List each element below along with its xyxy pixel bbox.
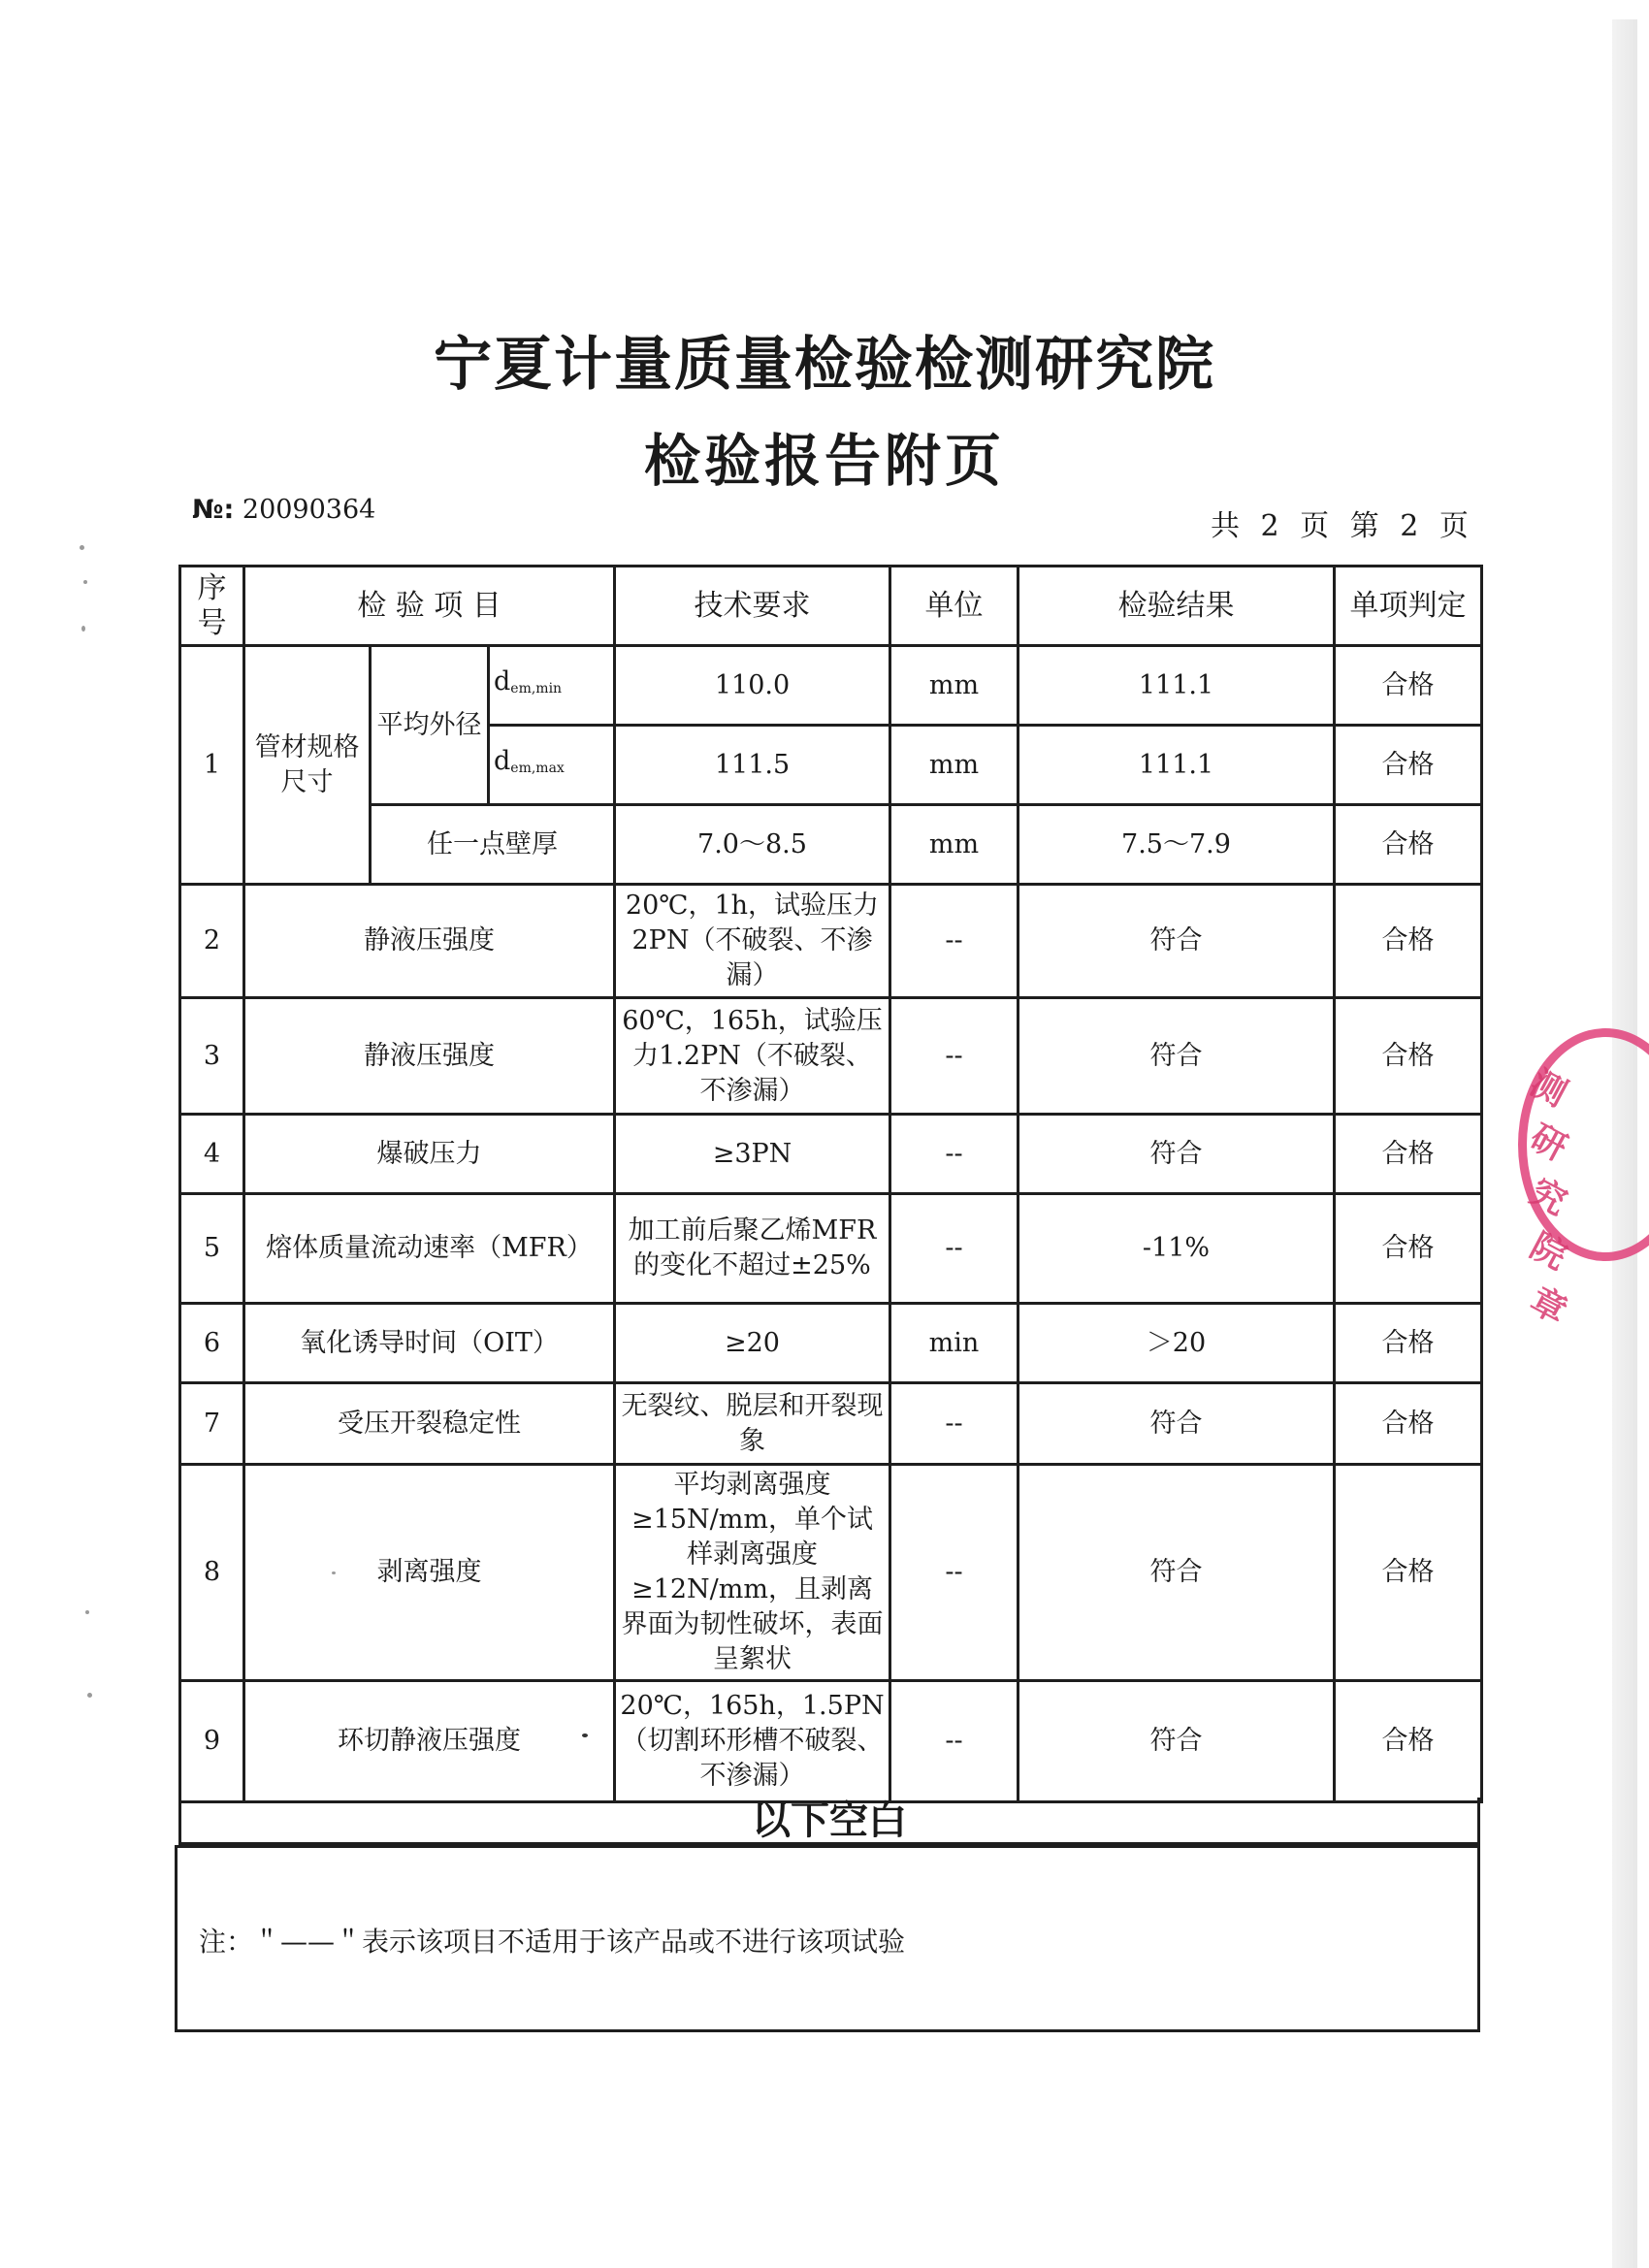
header-result: 检验结果 [1018,567,1335,646]
row-item: 受压开裂稳定性 [244,1383,615,1465]
report-number-value: 20090364 [242,495,376,525]
header-unit: 单位 [890,567,1018,646]
row-group: 管材规格尺寸 [244,646,371,885]
header-judgment: 单项判定 [1335,567,1482,646]
row-unit: -- [890,1681,1018,1802]
header-item: 检 验 项 目 [244,567,615,646]
results-table [178,565,1483,1803]
row-unit: -- [890,1465,1018,1681]
row-subgroup: 平均外径 [371,646,489,805]
row-requirement: ≥3PN [615,1115,890,1194]
blank-below-mark: 以下空白 [178,1798,1480,1845]
table-row [180,998,1482,1115]
row-unit: mm [890,646,1018,726]
row-result: 符合 [1018,1115,1335,1194]
row-item: 氧化诱导时间（OIT） [244,1304,615,1383]
row-unit: min [890,1304,1018,1383]
table-row [180,805,1482,885]
row-result: 符合 [1018,998,1335,1115]
note-text: 注：＂——＂表示该项目不适用于该产品或不进行该项试验 [199,1926,906,1958]
param-min-main: d [494,666,511,697]
scan-speck [332,1571,336,1574]
row-result: -11% [1018,1194,1335,1304]
row-seq: 3 [180,998,244,1115]
report-number [192,495,375,525]
row-requirement: 无裂纹、脱层和开裂现象 [615,1383,890,1465]
seal-lettering: 测 研 究 院 章 [1523,1063,1573,1333]
param-max-sub: em,max [510,761,565,776]
header-requirement: 技术要求 [615,567,890,646]
row-judgment: 合格 [1335,998,1482,1115]
row-requirement: ≥20 [615,1304,890,1383]
row-item: 环切静液压强度 [244,1681,615,1802]
param-max-main: d [494,746,511,776]
row-judgment: 合格 [1335,1115,1482,1194]
scan-speck [85,1610,89,1614]
org-title: 宁夏计量质量检验检测研究院 [434,331,1215,399]
row-seq: 9 [180,1681,244,1802]
row-item: 任一点壁厚 [371,805,615,885]
row-unit: mm [890,805,1018,885]
row-judgment: 合格 [1335,885,1482,998]
param-min [489,646,615,726]
row-unit: mm [890,726,1018,805]
scan-speck [582,1733,588,1737]
param-min-sub: em,min [510,681,563,697]
row-result: 111.1 [1018,726,1335,805]
table-row [180,885,1482,998]
row-unit: -- [890,1115,1018,1194]
row-requirement: 110.0 [615,646,890,726]
row-unit: -- [890,1194,1018,1304]
row-result: 符合 [1018,1465,1335,1681]
row-seq: 7 [180,1383,244,1465]
scan-speck [87,1693,92,1698]
row-item: 静液压强度 [244,885,615,998]
row-seq: 5 [180,1194,244,1304]
row-judgment: 合格 [1335,1194,1482,1304]
row-judgment: 合格 [1335,805,1482,885]
row-seq: 2 [180,885,244,998]
row-judgment: 合格 [1335,1465,1482,1681]
table-row [180,1194,1482,1304]
page-count: 共 2 页 第 2 页 [1211,509,1474,543]
table-header-row [180,567,1482,646]
row-judgment: 合格 [1335,726,1482,805]
scan-speck [83,580,87,584]
row-requirement: 20℃，165h，1.5PN（切割环形槽不破裂、不渗漏） [615,1681,890,1802]
row-judgment: 合格 [1335,1304,1482,1383]
row-requirement: 60℃，165h，试验压力1.2PN（不破裂、不渗漏） [615,998,890,1115]
row-seq: 4 [180,1115,244,1194]
table-row [180,1304,1482,1383]
row-seq: 8 [180,1465,244,1681]
row-requirement: 20℃，1h，试验压力2PN（不破裂、不渗漏） [615,885,890,998]
row-result: ＞20 [1018,1304,1335,1383]
note-box [175,1845,1480,2032]
row-unit: -- [890,1383,1018,1465]
param-max [489,726,615,805]
row-unit: -- [890,998,1018,1115]
header-seq: 序号 [180,567,244,646]
row-item: 静液压强度 [244,998,615,1115]
row-seq: 6 [180,1304,244,1383]
row-requirement: 加工前后聚乙烯MFR的变化不超过±25% [615,1194,890,1304]
row-judgment: 合格 [1335,1681,1482,1802]
row-item: 剥离强度 [244,1465,615,1681]
row-judgment: 合格 [1335,646,1482,726]
row-requirement: 111.5 [615,726,890,805]
table-row [180,646,1482,726]
row-requirement: 平均剥离强度≥15N/mm，单个试样剥离强度≥12N/mm，且剥离界面为韧性破坏，表面呈絮状 [615,1465,890,1681]
row-item: 爆破压力 [244,1115,615,1194]
table-row [180,1681,1482,1802]
row-result: 111.1 [1018,646,1335,726]
scan-speck [80,545,84,550]
report-number-label: №: [192,495,235,525]
row-item: 熔体质量流动速率（MFR） [244,1194,615,1304]
row-result: 7.5～7.9 [1018,805,1335,885]
row-unit: -- [890,885,1018,998]
row-seq: 1 [180,646,244,885]
row-result: 符合 [1018,885,1335,998]
row-judgment: 合格 [1335,1383,1482,1465]
table-row [180,1465,1482,1681]
scan-speck [81,626,85,632]
row-result: 符合 [1018,1681,1335,1802]
row-result: 符合 [1018,1383,1335,1465]
row-requirement: 7.0～8.5 [615,805,890,885]
table-row [180,1115,1482,1194]
table-row [180,1383,1482,1465]
document-title: 检验报告附页 [643,428,1005,494]
